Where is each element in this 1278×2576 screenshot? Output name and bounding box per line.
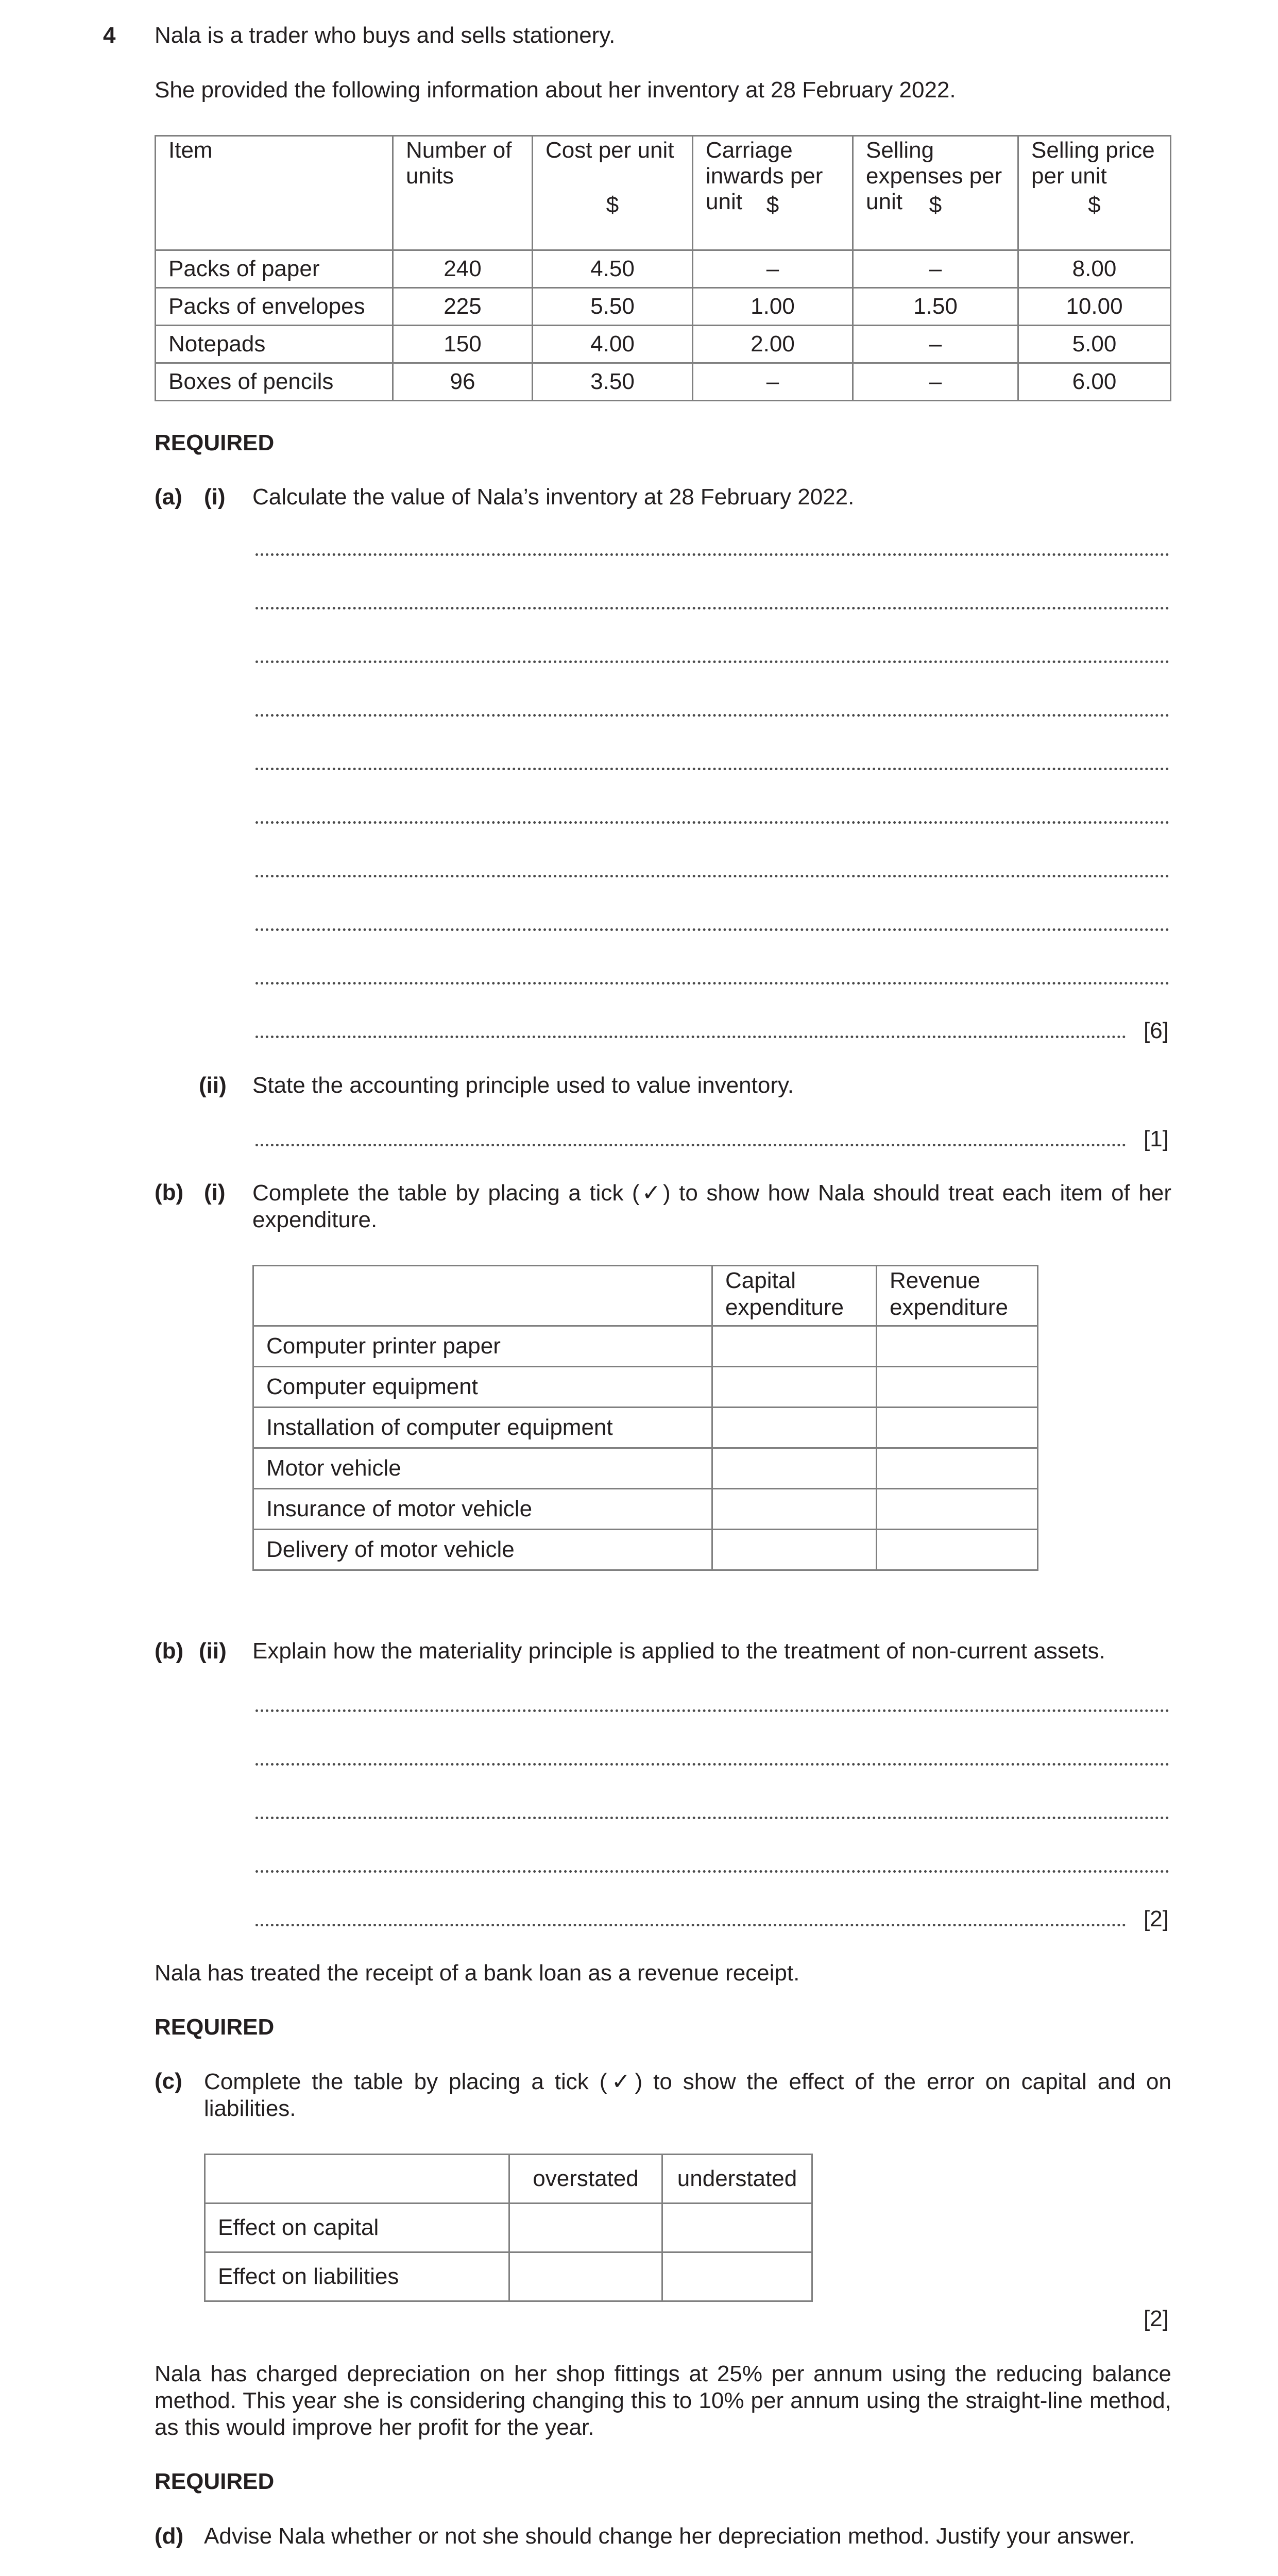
table-row bbox=[156, 288, 1171, 326]
part-d-text: Advise Nala whether or not she should change her depreciation method. Justify your answer. bbox=[204, 2523, 1135, 2549]
row-label: Computer printer paper bbox=[253, 1326, 712, 1367]
tick-cell-revenue[interactable] bbox=[877, 1367, 1038, 1408]
cell-selling-price: 5.00 bbox=[1018, 326, 1171, 363]
part-a-ii-text: State the accounting principle used to value inventory. bbox=[252, 1073, 794, 1098]
tick-cell-capital[interactable] bbox=[712, 1448, 877, 1489]
loan-text: Nala has treated the receipt of a bank loan as a revenue receipt. bbox=[155, 1960, 800, 1986]
row-label: Motor vehicle bbox=[253, 1448, 712, 1489]
header-cost: Cost per unit $ bbox=[533, 136, 693, 250]
table-row bbox=[253, 1367, 1038, 1408]
header-item: Item bbox=[156, 136, 393, 250]
part-b-i-label: (i) bbox=[204, 1180, 226, 1205]
inventory-header-row bbox=[156, 136, 1171, 250]
required-heading: REQUIRED bbox=[155, 430, 275, 455]
table-row bbox=[156, 250, 1171, 288]
cell-item: Notepads bbox=[156, 326, 393, 363]
cell-item: Packs of envelopes bbox=[156, 288, 393, 326]
cell-selling-price: 8.00 bbox=[1018, 250, 1171, 288]
answer-line[interactable] bbox=[255, 1817, 1169, 1819]
cell-cost: 5.50 bbox=[533, 288, 693, 326]
tick-cell-capital[interactable] bbox=[712, 1530, 877, 1570]
tick-cell-revenue[interactable] bbox=[877, 1408, 1038, 1448]
tick-cell-overstated[interactable] bbox=[509, 2252, 662, 2301]
header-carriage: Carriage inwards per unit $ bbox=[693, 136, 853, 250]
tick-cell-revenue[interactable] bbox=[877, 1530, 1038, 1570]
cell-selling-price: 6.00 bbox=[1018, 363, 1171, 401]
answer-line[interactable] bbox=[255, 1709, 1169, 1712]
cell-units: 150 bbox=[393, 326, 533, 363]
table-row bbox=[253, 1530, 1038, 1570]
cell-selling-expenses: – bbox=[853, 326, 1018, 363]
answer-line[interactable] bbox=[255, 1144, 1126, 1146]
cell-units: 96 bbox=[393, 363, 533, 401]
answer-line[interactable] bbox=[255, 660, 1169, 663]
answer-line[interactable] bbox=[255, 821, 1169, 824]
cell-selling-price: 10.00 bbox=[1018, 288, 1171, 326]
cell-selling-expenses: – bbox=[853, 363, 1018, 401]
header-selling-price: Selling price per unit $ bbox=[1018, 136, 1171, 250]
cell-cost: 3.50 bbox=[533, 363, 693, 401]
header-blank bbox=[205, 2155, 509, 2204]
tick-cell-revenue[interactable] bbox=[877, 1326, 1038, 1367]
marks-a-i: [6] bbox=[1144, 1018, 1169, 1043]
row-label: Installation of computer equipment bbox=[253, 1408, 712, 1448]
marks-c: [2] bbox=[1144, 2306, 1169, 2331]
cell-selling-expenses: 1.50 bbox=[853, 288, 1018, 326]
inventory-table bbox=[155, 135, 1171, 401]
cell-item: Packs of paper bbox=[156, 250, 393, 288]
answer-line[interactable] bbox=[255, 982, 1169, 985]
answer-line[interactable] bbox=[255, 1924, 1126, 1926]
cell-carriage: 1.00 bbox=[693, 288, 853, 326]
part-a-i-text: Calculate the value of Nala’s inventory at 28 February 2022. bbox=[252, 484, 855, 510]
part-b-label: (b) bbox=[155, 1180, 184, 1205]
answer-line[interactable] bbox=[255, 1870, 1169, 1873]
tick-cell-revenue[interactable] bbox=[877, 1489, 1038, 1530]
part-b-ii-b-label: (b) bbox=[155, 1638, 184, 1664]
part-c-label: (c) bbox=[155, 2069, 182, 2094]
tick-cell-understated[interactable] bbox=[662, 2204, 812, 2252]
header-capital-expenditure: Capital expenditure bbox=[712, 1266, 877, 1326]
cell-selling-expenses: – bbox=[853, 250, 1018, 288]
answer-line[interactable] bbox=[255, 1036, 1126, 1038]
header-revenue-expenditure: Revenue expenditure bbox=[877, 1266, 1038, 1326]
tick-cell-capital[interactable] bbox=[712, 1367, 877, 1408]
required-heading: REQUIRED bbox=[155, 2469, 275, 2494]
cell-units: 225 bbox=[393, 288, 533, 326]
expenditure-header-row bbox=[253, 1266, 1038, 1326]
part-a-ii-label: (ii) bbox=[199, 1073, 227, 1098]
part-b-i-text: Complete the table by placing a tick (✓) to show how Nala should treat each item of her expenditure. bbox=[252, 1180, 1171, 1232]
part-b-ii-label: (ii) bbox=[199, 1638, 227, 1664]
table-row bbox=[205, 2204, 812, 2252]
answer-line[interactable] bbox=[255, 553, 1169, 556]
table-row bbox=[156, 326, 1171, 363]
row-label: Insurance of motor vehicle bbox=[253, 1489, 712, 1530]
header-blank bbox=[253, 1266, 712, 1326]
cell-cost: 4.50 bbox=[533, 250, 693, 288]
table-row bbox=[205, 2252, 812, 2301]
cell-carriage: 2.00 bbox=[693, 326, 853, 363]
row-label: Effect on liabilities bbox=[205, 2252, 509, 2301]
answer-line[interactable] bbox=[255, 1763, 1169, 1766]
table-row bbox=[253, 1489, 1038, 1530]
tick-cell-understated[interactable] bbox=[662, 2252, 812, 2301]
cell-cost: 4.00 bbox=[533, 326, 693, 363]
expenditure-table bbox=[252, 1265, 1038, 1571]
cell-carriage: – bbox=[693, 250, 853, 288]
part-a-label: (a) bbox=[155, 484, 182, 510]
tick-cell-overstated[interactable] bbox=[509, 2204, 662, 2252]
error-effect-table bbox=[204, 2154, 813, 2302]
header-units: Number of units bbox=[393, 136, 533, 250]
intro-text: Nala is a trader who buys and sells stationery. bbox=[155, 23, 616, 48]
cell-units: 240 bbox=[393, 250, 533, 288]
answer-line[interactable] bbox=[255, 928, 1169, 931]
row-label: Effect on capital bbox=[205, 2204, 509, 2252]
marks-a-ii: [1] bbox=[1144, 1126, 1169, 1151]
table-row bbox=[253, 1326, 1038, 1367]
part-a-i-label: (i) bbox=[204, 484, 226, 510]
answer-line[interactable] bbox=[255, 875, 1169, 877]
tick-cell-capital[interactable] bbox=[712, 1326, 877, 1367]
header-overstated: overstated bbox=[509, 2155, 662, 2204]
header-understated: understated bbox=[662, 2155, 812, 2204]
row-label: Delivery of motor vehicle bbox=[253, 1530, 712, 1570]
table-row bbox=[253, 1408, 1038, 1448]
answer-line[interactable] bbox=[255, 607, 1169, 609]
answer-line[interactable] bbox=[255, 714, 1169, 717]
header-selling-expenses: Selling expenses per unit $ bbox=[853, 136, 1018, 250]
part-c-text: Complete the table by placing a tick (✓) to show the effect of the error on capital and on liabilities. bbox=[204, 2069, 1171, 2121]
marks-b-ii: [2] bbox=[1144, 1906, 1169, 1931]
required-heading: REQUIRED bbox=[155, 2014, 275, 2040]
error-header-row bbox=[205, 2155, 812, 2204]
cell-carriage: – bbox=[693, 363, 853, 401]
cell-item: Boxes of pencils bbox=[156, 363, 393, 401]
row-label: Computer equipment bbox=[253, 1367, 712, 1408]
answer-line[interactable] bbox=[255, 768, 1169, 770]
part-b-ii-text: Explain how the materiality principle is applied to the treatment of non-current assets. bbox=[252, 1638, 1105, 1664]
intro-text-2: She provided the following information about her inventory at 28 February 2022. bbox=[155, 77, 956, 103]
table-row bbox=[253, 1448, 1038, 1489]
depreciation-text: Nala has charged depreciation on her shop fittings at 25% per annum using the reducing balance method. This year she is considering changing this to 10% per annum using the straight-line method, as this would improve her profit for the year. bbox=[155, 2361, 1171, 2440]
question-number: 4 bbox=[103, 23, 116, 48]
tick-cell-capital[interactable] bbox=[712, 1489, 877, 1530]
tick-cell-revenue[interactable] bbox=[877, 1448, 1038, 1489]
tick-cell-capital[interactable] bbox=[712, 1408, 877, 1448]
part-d-label: (d) bbox=[155, 2523, 184, 2549]
table-row bbox=[156, 363, 1171, 401]
